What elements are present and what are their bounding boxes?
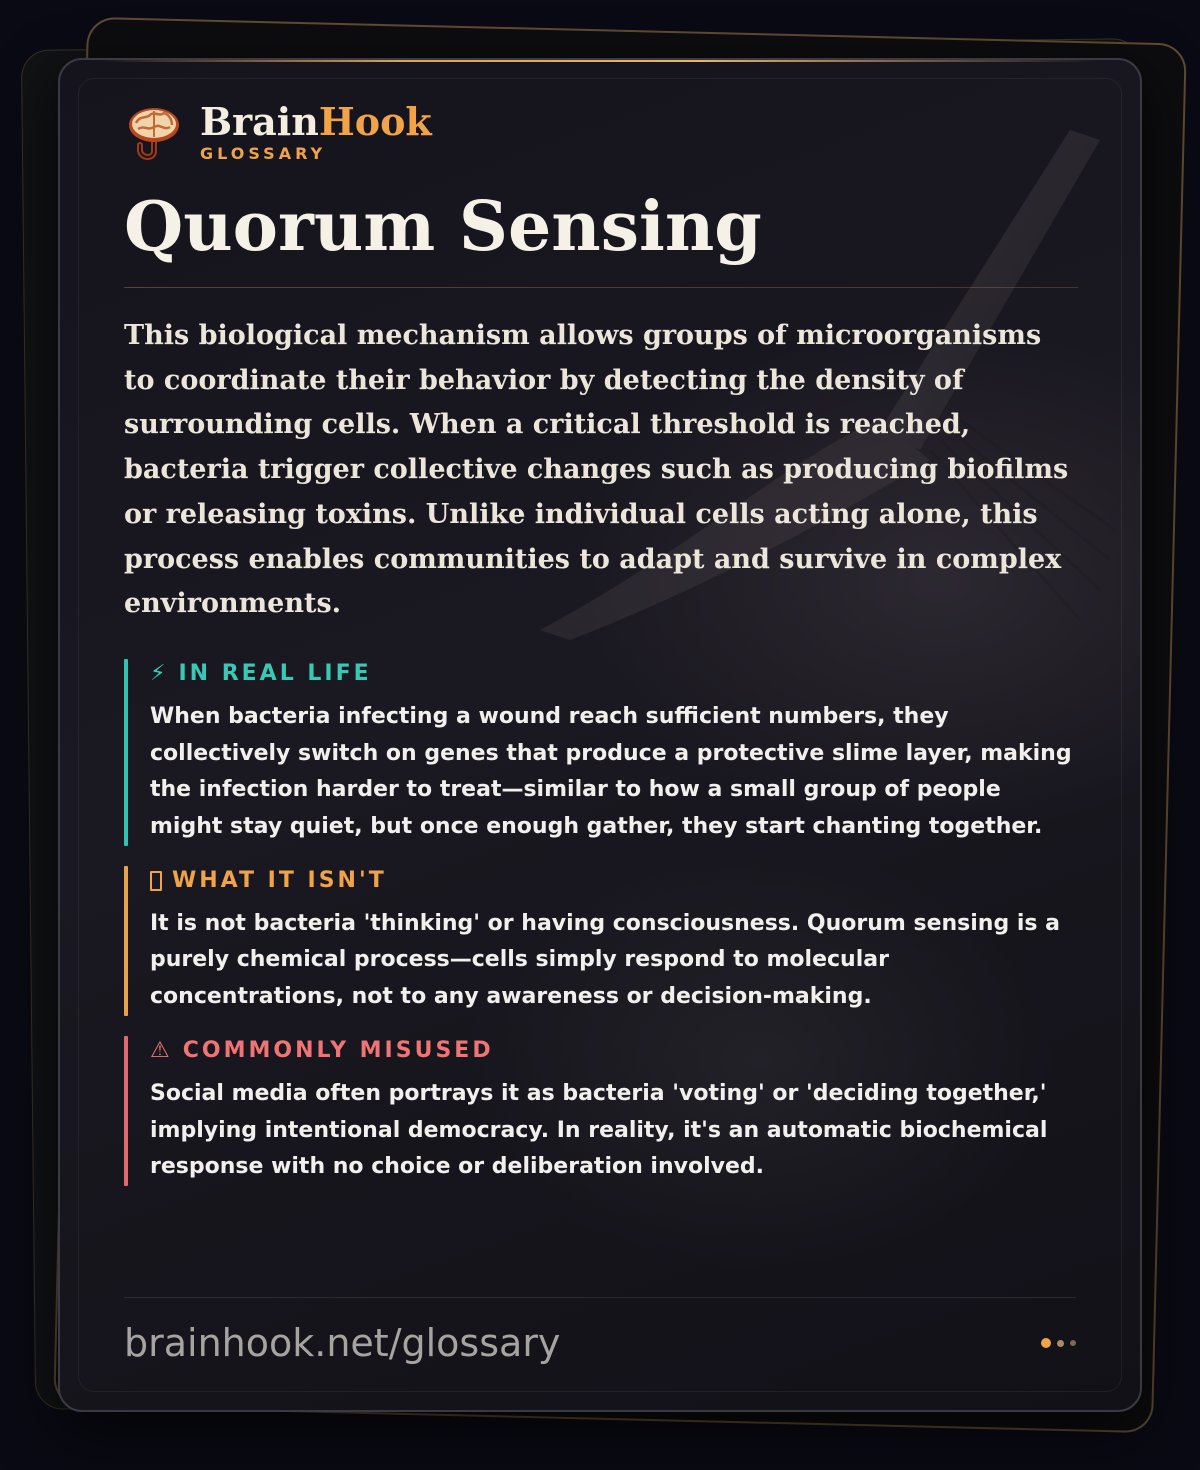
brand-header (124, 99, 1078, 163)
section-heading-label: IN REAL LIFE (178, 660, 372, 686)
section-what-it-isnt (124, 866, 1078, 1016)
section-accent-bar (124, 866, 128, 1016)
card-top-accent-line (100, 60, 1100, 62)
title-divider (124, 287, 1078, 288)
pagination-dots (1041, 1338, 1076, 1348)
section-in-real-life (124, 659, 1078, 846)
section-commonly-misused (124, 1036, 1078, 1186)
brand-name (200, 99, 432, 144)
section-body: Social media often portrays it as bacteria 'voting' or 'deciding together,' implying intentional democracy. In reality, it's an automatic biochemical response with no choice or deliberation involved. (150, 1080, 1048, 1180)
brand-name-hook: Hook (318, 99, 432, 144)
card-content (124, 99, 1078, 1186)
pagination-dot (1057, 1340, 1064, 1347)
section-body: It is not bacteria 'thinking' or having consciousness. Quorum sensing is a purely chemical process—cells simply respond to molecular concentrations, not to any awareness or decision-making. (150, 910, 1061, 1010)
brain-hook-logo-icon (124, 103, 184, 163)
section-heading (150, 1036, 1078, 1066)
lightning-icon: ⚡ (150, 660, 169, 686)
section-heading (150, 866, 1078, 896)
section-accent-bar (124, 659, 128, 846)
missing-glyph-icon (150, 871, 162, 891)
pagination-dot (1070, 1340, 1076, 1346)
section-accent-bar (124, 1036, 128, 1186)
term-title: Quorum Sensing (124, 187, 762, 267)
section-body: When bacteria infecting a wound reach sufficient numbers, they collectively switch on genes that produce a protective slime layer, making the infection harder to treat—similar to how a small group of people might stay quiet, but once enough gather, they start chanting together. (150, 703, 1072, 840)
brand-text (200, 99, 432, 163)
pagination-dot-active (1041, 1338, 1051, 1348)
glossary-card (58, 58, 1142, 1412)
footer-divider (124, 1297, 1076, 1298)
brand-name-brain: Brain (200, 99, 319, 144)
footer-url[interactable]: brainhook.net/glossary (124, 1321, 561, 1365)
section-heading (150, 659, 1078, 689)
section-heading-label: COMMONLY MISUSED (182, 1037, 494, 1063)
section-heading-label: WHAT IT ISN'T (172, 867, 387, 893)
warning-icon: ⚠ (150, 1037, 173, 1063)
term-definition: This biological mechanism allows groups of microorganisms to coordinate their behavior by detecting the density of surrounding cells. When a critical threshold is reached, bacteria trigger collective changes such as producing biofilms or releasing toxins. Unlike individual cells acting alone, this process enables communities to adapt and survive in complex environments. (124, 320, 1069, 620)
brand-subtitle: GLOSSARY (200, 144, 327, 163)
